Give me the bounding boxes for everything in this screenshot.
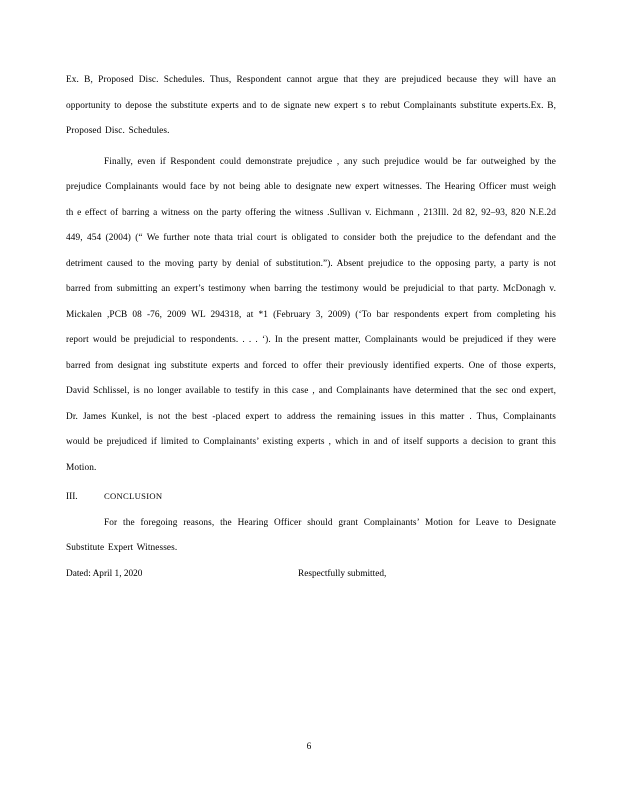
section-heading-text: CONCLUSION xyxy=(104,491,163,501)
conclusion-paragraph: For the foregoing reasons, the Hearing Officer should grant Complainants’ Motion for Leave to Designate Substitute Expert Witnesses. xyxy=(66,517,556,553)
body-paragraph: Ex. B, Proposed Disc. Schedules. Thus, Respondent cannot argue that they are prejudiced because they will have an opportunity to depose the substitute experts and to de signate new expert s to rebut Complainants substitute experts.Ex. B, Proposed Disc. Schedules. xyxy=(66,75,556,136)
dated-signature-row xyxy=(66,562,556,588)
section-heading xyxy=(66,484,556,511)
dated-label: Dated: April 1, 2020 xyxy=(66,568,143,579)
respectfully-submitted-text: Respectfully submitted, xyxy=(298,568,387,579)
page-number: 6 xyxy=(306,742,312,752)
section-heading-number: III. xyxy=(66,492,78,502)
body-paragraph: Finally, even if Respondent could demonstrate prejudice , any such prejudice would be far outweighed by the prejudice Complainants would face by not being able to designate new expert witnesses. The Hearing Officer must weigh th e effect of barring a witness on the party offering the witness .Sullivan v. Eichmann , 213Ill. 2d 82, 92–93, 820 N.E.2d 449, 454 (2004) (“ We further note thata trial court is obligated to consider both the prejudice to the defendant and the detriment caused to the moving party by denial of substitution.”). Absent prejudice to the opposing party, a party is not barred from submitting an expert’s testimony when barring the testimony would be prejudicial to that party. McDonagh v. Mickalen ,PCB 08 -76, 2009 WL 294318, at *1 (February 3, 2009) (‘To bar respondents expert from completing his report would be prejudicial to respondents. . . . ‘). In the present matter, Complainants would be prejudiced if they were barred from designat ing substitute experts and forced to offer their previously identified experts. One of those experts, David Schlissel, is no longer available to testify in this case , and Complainants have determined that the sec ond expert, Dr. James Kunkel, is not the best -placed expert to address the remaining issues in this matter . Thus, Complainants would be prejudiced if limited to Complainants’ existing experts , which in and of itself supports a decision to grant this Motion. xyxy=(66,156,556,473)
